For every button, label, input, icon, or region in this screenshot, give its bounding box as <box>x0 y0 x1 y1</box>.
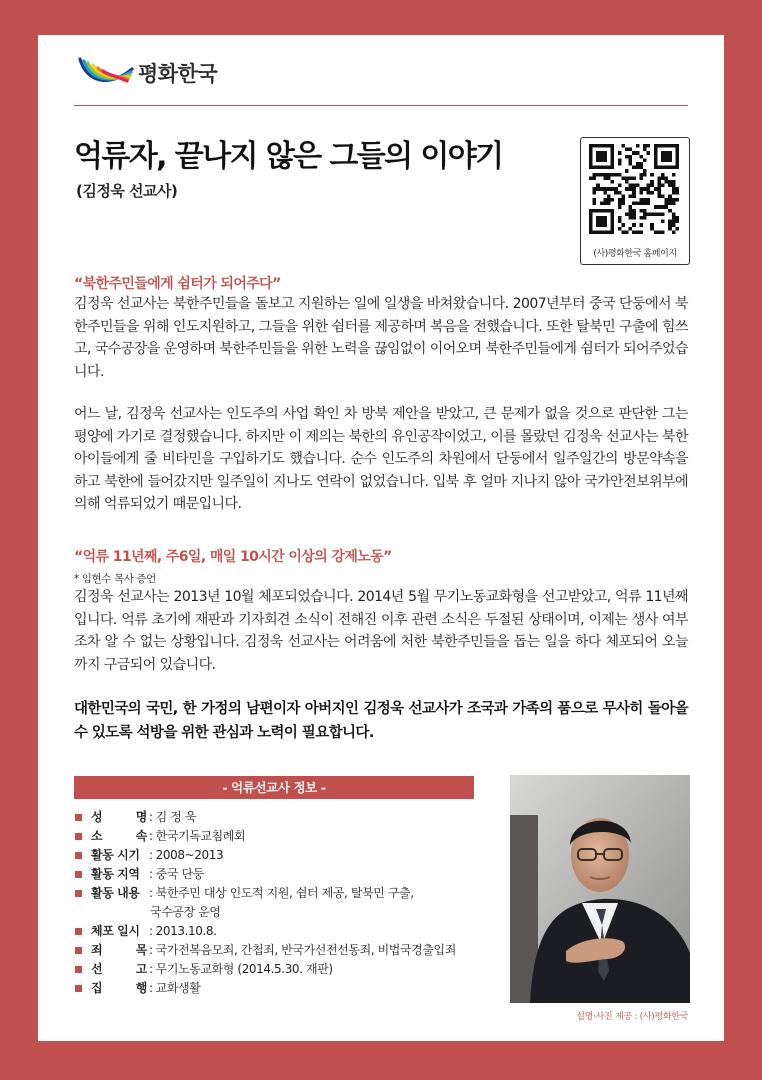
info-row-arrest-date: 체포 일시 : 2013.10.8. <box>74 922 494 941</box>
info-value: 무기노동교화형 (2014.5.30. 재판) <box>155 962 333 976</box>
info-row-period: 활동 시기 : 2008~2013 <box>74 846 494 865</box>
info-row-affiliation: 소 속 : 한국기독교침례회 <box>74 827 494 846</box>
info-value: 한국기독교침례회 <box>155 829 246 843</box>
info-row-charges: 죄 목 : 국가전복음모죄, 간첩죄, 반국가선전선동죄, 비법국경출입죄 <box>74 941 494 960</box>
paragraph-shelter: 김정욱 선교사는 북한주민들을 돌보고 지원하는 일에 일생을 바쳐왔습니다. 2007년부터 중국 단둥에서 북한주민들을 위해 인도지원하고, 그들을 위한 쉼터를 제공하며 복음을 전했습니다. 또한 탈북민 구출에 힘쓰고, 국수공장을 운영하며 북한주민들을 위한 노력을 끊임없이 이어오며 북한주민들에게 쉼터가 되어주었습니다. <box>74 296 688 380</box>
info-row-activities-cont <box>74 903 494 922</box>
info-row-execution: 집 행 : 교화생활 <box>74 979 494 998</box>
section-heading-shelter: “북한주민들에게 쉼터가 되어주다” <box>74 276 281 292</box>
info-value: 김 정 욱 <box>155 810 197 824</box>
qr-caption: (사)평화한국 홈페이지 <box>593 249 677 259</box>
paragraph-arrest: 김정욱 선교사는 2013년 10월 체포되었습니다. 2014년 5월 무기노동교화형을 선고받았고, 억류 11년째입니다. 억류 초기에 재판과 기자회견 소식이 전해진 이후 관련 소식은 두절된 상태이며, 이제는 생사 여부조차 알 수 없는 상황입니다. 김정욱 선교사는 어려움에 처한 북한주민들을 돕는 일을 하다 체포되어 오늘까지 구금되어 있습니다. <box>74 589 688 673</box>
info-value: 2013.10.8. <box>155 924 217 938</box>
qr-code-icon <box>589 144 679 234</box>
bullet-icon <box>75 852 82 859</box>
info-key: 활동 내용 <box>91 886 140 900</box>
info-list <box>74 808 494 998</box>
info-key: 활동 지역 <box>91 867 140 881</box>
testimony-note: * 임현수 목사 증언 <box>74 573 156 585</box>
missionary-photo <box>510 775 690 1003</box>
bullet-icon <box>75 966 82 973</box>
bullet-icon <box>75 814 82 821</box>
info-key: 체포 일시 <box>91 924 140 938</box>
section-heading-forced-labor: “억류 11년째, 주6일, 매일 10시간 이상의 강제노동” <box>74 549 392 565</box>
info-value: 교화생활 <box>155 981 201 995</box>
bullet-icon <box>75 985 82 992</box>
info-row-activities: 활동 내용 : 북한주민 대상 인도적 지원, 쉼터 제공, 탈북민 구출, <box>74 884 494 903</box>
info-key: 활동 시기 <box>91 848 140 862</box>
info-value: 국수공장 운영 <box>150 905 221 919</box>
info-row-name: 성 명 : 김 정 욱 <box>74 808 494 827</box>
bullet-icon <box>75 890 82 897</box>
info-key: 집 행 <box>91 981 147 995</box>
qr-code-box[interactable] <box>580 137 690 265</box>
paragraph-detention: 어느 날, 김정욱 선교사는 인도주의 사업 확인 차 방북 제안을 받았고, 큰 문제가 없을 것으로 판단한 그는 평양에 가기로 결정했습니다. 하지만 이 제의는 북한의 유인공작이었고, 이를 몰랐던 김정욱 선교사는 북한 아이들에게 줄 비타민을 구입하기도 했습니다. 순수 인도주의 차원에서 단둥에서 일주일간의 방문약속을 하고 북한에 들어갔지만 일주일이 지나도 연락이 없었습니다. 입북 후 얼마 지나지 않아 국가안전보위부에 의해 억류되었기 때문입니다. <box>74 406 688 512</box>
info-key: 소 속 <box>91 829 147 843</box>
photo-caption: 설명·사진 제공 : (사)평화한국 <box>576 1012 688 1022</box>
portrait-image <box>510 775 690 1003</box>
closing-appeal: 대한민국의 국민, 한 가정의 남편이자 아버지인 김정욱 선교사가 조국과 가족의 품으로 무사히 돌아올 수 있도록 석방을 위한 관심과 노력이 필요합니다. <box>74 701 688 741</box>
info-value: 2008~2013 <box>155 848 224 862</box>
header-divider <box>74 105 688 106</box>
info-heading: - 억류선교사 정보 - <box>74 776 474 799</box>
bullet-icon <box>75 928 82 935</box>
info-value: 국가전복음모죄, 간첩죄, 반국가선전선동죄, 비법국경출입죄 <box>155 943 456 957</box>
poster-sheet <box>38 35 724 1041</box>
info-key: 성 명 <box>91 810 147 824</box>
page-title: 억류자, 끝나지 않은 그들의 이야기 <box>74 139 503 174</box>
logo <box>78 53 217 93</box>
info-key: 죄 목 <box>91 943 147 957</box>
bullet-icon <box>75 871 82 878</box>
logo-text: 평화한국 <box>138 62 218 86</box>
bullet-icon <box>75 833 82 840</box>
rainbow-logo-icon <box>78 55 134 91</box>
bullet-icon <box>75 947 82 954</box>
page-subtitle: (김정욱 선교사) <box>76 182 178 200</box>
info-value: 북한주민 대상 인도적 지원, 쉼터 제공, 탈북민 구출, <box>155 886 414 900</box>
info-value: 중국 단둥 <box>155 867 204 881</box>
info-row-region: 활동 지역 : 중국 단둥 <box>74 865 494 884</box>
info-key: 선 고 <box>91 962 147 976</box>
info-row-sentence: 선 고 : 무기노동교화형 (2014.5.30. 재판) <box>74 960 494 979</box>
